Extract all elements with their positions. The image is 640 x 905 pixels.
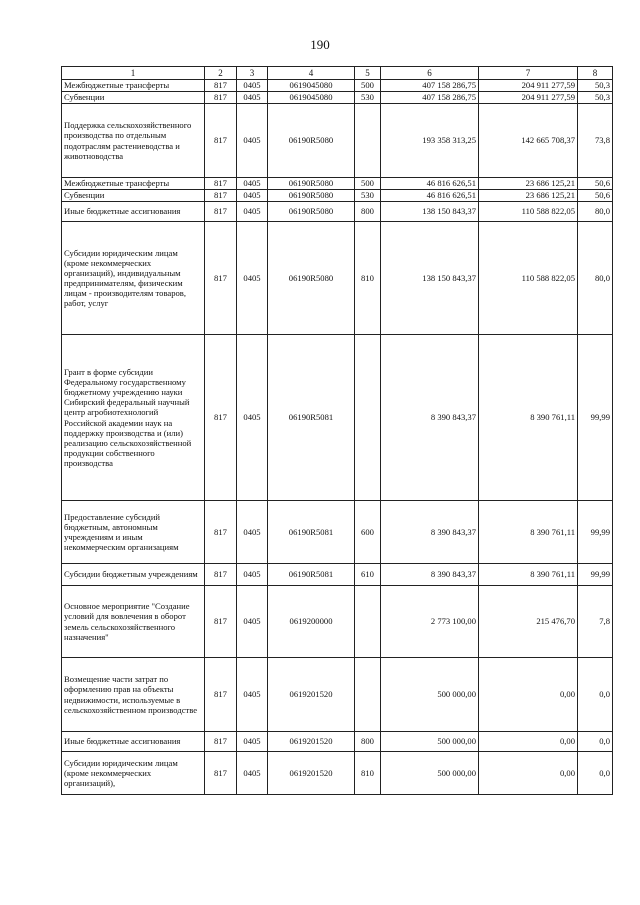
row-code-4: 06190R5081 — [268, 501, 355, 564]
row-code-2: 817 — [205, 178, 237, 190]
row-code-3: 0405 — [237, 92, 268, 104]
row-value-7: 8 390 761,11 — [479, 564, 578, 586]
row-code-4: 06190R5080 — [268, 190, 355, 202]
row-code-4: 0619201520 — [268, 732, 355, 752]
row-code-3: 0405 — [237, 104, 268, 178]
table-row — [62, 202, 613, 222]
row-value-7: 8 390 761,11 — [479, 501, 578, 564]
table-row — [62, 564, 613, 586]
row-code-4: 0619201520 — [268, 752, 355, 795]
row-code-4: 06190R5080 — [268, 202, 355, 222]
row-name: Субсидии юридическим лицам (кроме некоммерческих организаций), индивидуальным предпринимателям, физическим лицам - производителям товаров, работ, услуг — [62, 222, 205, 335]
row-code-3: 0405 — [237, 190, 268, 202]
row-code-4: 06190R5080 — [268, 104, 355, 178]
table-row — [62, 658, 613, 732]
row-percent: 50,3 — [578, 80, 613, 92]
row-value-7: 0,00 — [479, 732, 578, 752]
row-code-5: 800 — [355, 202, 381, 222]
row-percent: 73,8 — [578, 104, 613, 178]
row-code-5 — [355, 335, 381, 501]
row-value-6: 8 390 843,37 — [381, 564, 479, 586]
table-row — [62, 190, 613, 202]
column-header-1: 1 — [62, 67, 205, 80]
row-percent: 50,6 — [578, 190, 613, 202]
row-value-6: 46 816 626,51 — [381, 190, 479, 202]
row-percent: 0,0 — [578, 732, 613, 752]
row-value-7: 23 686 125,21 — [479, 178, 578, 190]
row-code-3: 0405 — [237, 501, 268, 564]
row-percent: 50,6 — [578, 178, 613, 190]
row-name: Субсидии юридическим лицам (кроме некоммерческих организаций), — [62, 752, 205, 795]
row-code-2: 817 — [205, 335, 237, 501]
row-percent: 80,0 — [578, 202, 613, 222]
row-value-7: 204 911 277,59 — [479, 92, 578, 104]
row-value-6: 46 816 626,51 — [381, 178, 479, 190]
table-row — [62, 178, 613, 190]
row-code-4: 0619045080 — [268, 80, 355, 92]
row-code-5: 600 — [355, 501, 381, 564]
row-percent: 7,8 — [578, 586, 613, 658]
row-name: Субвенции — [62, 190, 205, 202]
row-code-3: 0405 — [237, 80, 268, 92]
row-percent: 99,99 — [578, 501, 613, 564]
row-name: Субсидии бюджетным учреждениям — [62, 564, 205, 586]
column-header-8: 8 — [578, 67, 613, 80]
row-value-7: 0,00 — [479, 752, 578, 795]
row-name: Возмещение части затрат по оформлению прав на объекты недвижимости, используемые в сельскохозяйственном производстве — [62, 658, 205, 732]
row-code-3: 0405 — [237, 564, 268, 586]
header-row — [62, 67, 613, 80]
row-code-2: 817 — [205, 190, 237, 202]
page-number: 190 — [310, 37, 330, 52]
row-value-6: 500 000,00 — [381, 658, 479, 732]
row-code-4: 06190R5081 — [268, 335, 355, 501]
row-code-3: 0405 — [237, 178, 268, 190]
table-body — [62, 80, 613, 795]
row-code-5 — [355, 586, 381, 658]
row-value-6: 500 000,00 — [381, 752, 479, 795]
row-percent: 99,99 — [578, 335, 613, 501]
row-value-6: 407 158 286,75 — [381, 80, 479, 92]
column-header-6: 6 — [381, 67, 479, 80]
row-name: Межбюджетные трансферты — [62, 178, 205, 190]
table-row — [62, 335, 613, 501]
table-row — [62, 104, 613, 178]
column-header-2: 2 — [205, 67, 237, 80]
column-header-4: 4 — [268, 67, 355, 80]
table-row — [62, 732, 613, 752]
column-header-7: 7 — [479, 67, 578, 80]
row-code-5: 610 — [355, 564, 381, 586]
row-value-6: 2 773 100,00 — [381, 586, 479, 658]
row-name: Грант в форме субсидии Федеральному государственному бюджетному учреждению науки Сибирский федеральный научный центр агробиотехнологий Российской академии наук на поддержку производства и (или) реализацию сельскохозяйственной продукции собственного производства — [62, 335, 205, 501]
row-percent: 50,3 — [578, 92, 613, 104]
row-code-5: 530 — [355, 190, 381, 202]
row-code-2: 817 — [205, 104, 237, 178]
row-code-2: 817 — [205, 564, 237, 586]
row-code-3: 0405 — [237, 202, 268, 222]
row-percent: 0,0 — [578, 752, 613, 795]
table-row — [62, 92, 613, 104]
row-code-5: 810 — [355, 752, 381, 795]
row-value-6: 138 150 843,37 — [381, 222, 479, 335]
row-value-7: 204 911 277,59 — [479, 80, 578, 92]
row-code-2: 817 — [205, 222, 237, 335]
row-code-3: 0405 — [237, 658, 268, 732]
row-code-5: 810 — [355, 222, 381, 335]
table-row — [62, 222, 613, 335]
row-code-2: 817 — [205, 732, 237, 752]
row-code-2: 817 — [205, 752, 237, 795]
row-code-2: 817 — [205, 80, 237, 92]
row-percent: 0,0 — [578, 658, 613, 732]
row-code-5: 500 — [355, 178, 381, 190]
table-row — [62, 501, 613, 564]
row-code-3: 0405 — [237, 586, 268, 658]
row-value-6: 8 390 843,37 — [381, 335, 479, 501]
row-value-7: 215 476,70 — [479, 586, 578, 658]
row-value-6: 407 158 286,75 — [381, 92, 479, 104]
table-row — [62, 752, 613, 795]
row-value-7: 110 588 822,05 — [479, 202, 578, 222]
row-code-3: 0405 — [237, 752, 268, 795]
row-code-4: 06190R5080 — [268, 222, 355, 335]
row-value-6: 500 000,00 — [381, 732, 479, 752]
row-name: Субвенции — [62, 92, 205, 104]
row-code-4: 0619200000 — [268, 586, 355, 658]
row-value-7: 142 665 708,37 — [479, 104, 578, 178]
row-name: Поддержка сельскохозяйственного производства по отдельным подотраслям растениеводства и животноводства — [62, 104, 205, 178]
row-percent: 80,0 — [578, 222, 613, 335]
row-code-3: 0405 — [237, 335, 268, 501]
row-code-2: 817 — [205, 586, 237, 658]
row-code-3: 0405 — [237, 732, 268, 752]
row-value-6: 193 358 313,25 — [381, 104, 479, 178]
row-code-4: 0619045080 — [268, 92, 355, 104]
row-value-7: 110 588 822,05 — [479, 222, 578, 335]
row-code-5: 530 — [355, 92, 381, 104]
row-code-5 — [355, 104, 381, 178]
row-value-7: 23 686 125,21 — [479, 190, 578, 202]
row-name: Иные бюджетные ассигнования — [62, 732, 205, 752]
row-value-6: 138 150 843,37 — [381, 202, 479, 222]
row-name: Иные бюджетные ассигнования — [62, 202, 205, 222]
table-row — [62, 80, 613, 92]
table-row — [62, 586, 613, 658]
row-code-4: 06190R5080 — [268, 178, 355, 190]
column-header-3: 3 — [237, 67, 268, 80]
row-value-7: 0,00 — [479, 658, 578, 732]
row-name: Основное мероприятие "Создание условий для вовлечения в оборот земель сельскохозяйственного назначения" — [62, 586, 205, 658]
row-code-2: 817 — [205, 92, 237, 104]
budget-table — [61, 66, 613, 795]
row-code-5: 800 — [355, 732, 381, 752]
row-code-2: 817 — [205, 202, 237, 222]
row-code-4: 0619201520 — [268, 658, 355, 732]
row-name: Межбюджетные трансферты — [62, 80, 205, 92]
row-code-5 — [355, 658, 381, 732]
row-name: Предоставление субсидий бюджетным, автономным учреждениям и иным некоммерческим организациям — [62, 501, 205, 564]
row-code-4: 06190R5081 — [268, 564, 355, 586]
row-value-7: 8 390 761,11 — [479, 335, 578, 501]
row-code-5: 500 — [355, 80, 381, 92]
row-code-2: 817 — [205, 658, 237, 732]
row-value-6: 8 390 843,37 — [381, 501, 479, 564]
column-header-5: 5 — [355, 67, 381, 80]
row-code-2: 817 — [205, 501, 237, 564]
row-code-3: 0405 — [237, 222, 268, 335]
row-percent: 99,99 — [578, 564, 613, 586]
